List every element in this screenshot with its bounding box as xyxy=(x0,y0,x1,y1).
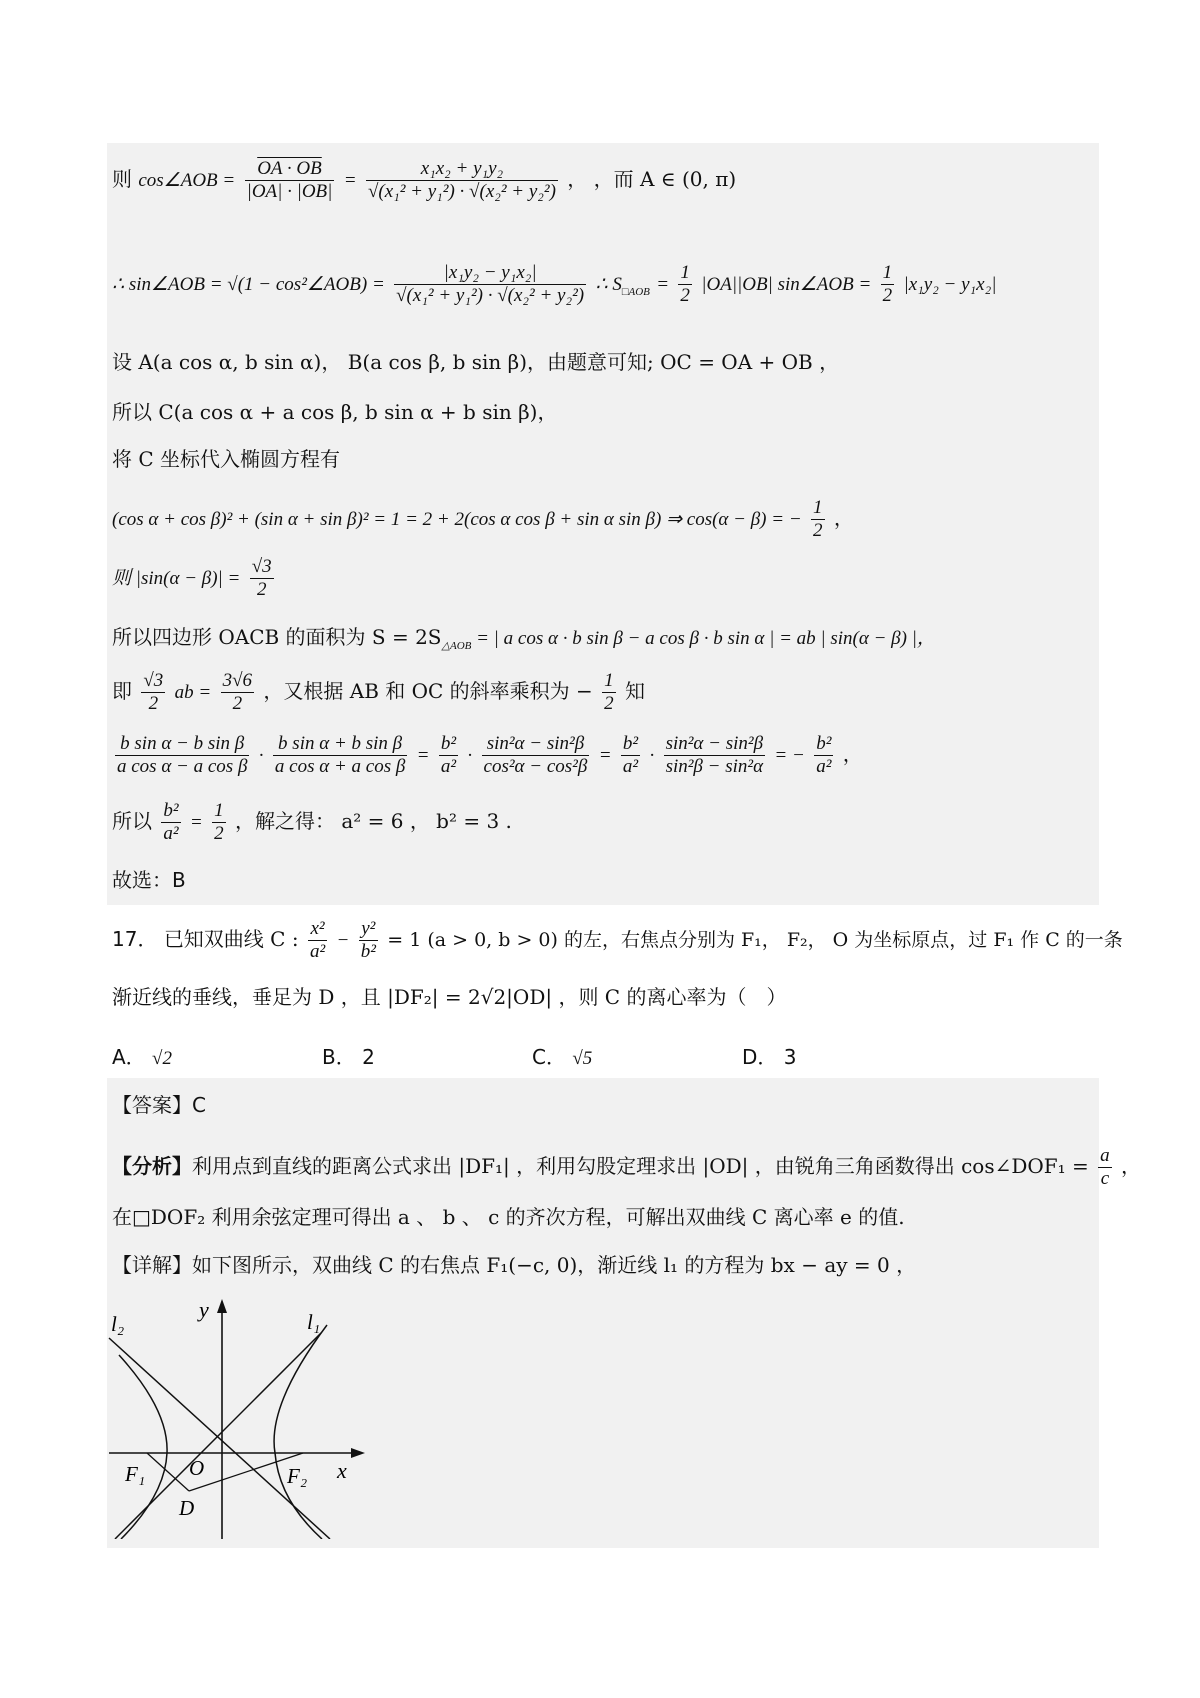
hyperbola-diagram xyxy=(107,1295,369,1539)
solution-line-9: 即 $\frac{√3}{2}$ ab = $\frac{3√6}{2}$ ，又根据 AB 和 OC 的斜率乘积为 − $\frac{1}{2}$ 知 xyxy=(112,670,645,714)
option-a[interactable]: A． √2 xyxy=(112,1045,172,1069)
solution-line-4: 所以 C(a cos α + a cos β, b sin α + b sin β)， xyxy=(112,400,558,424)
asymptote-l2 xyxy=(109,1338,330,1539)
hyperbola-right-branch xyxy=(274,1325,327,1539)
label-x: x xyxy=(337,1458,347,1483)
label-d: D xyxy=(179,1496,195,1520)
label-f1: F₁ xyxy=(125,1462,146,1486)
solution-line-7: 则 |sin(α − β)| = $\frac{√3}{2}$ xyxy=(112,556,272,600)
solution-line-2: ∴ sin∠AOB = √(1 − cos²∠AOB) = $\frac{\text{|x₁y₂ − y₁x₂|}}{\text{√(x₁² + y₁²) · √(x₂² + y₂²)}}$ ∴ $S_{□AOB}$ = $\frac{1}{2}$ |OA||OB| sin∠AOB = $\frac{1}{2}$ |x₁y₂ − y₁x₂| xyxy=(112,262,997,306)
solution-line-5: 将 C 坐标代入椭圆方程有 xyxy=(112,447,341,471)
solution-line-3: 设 A(a cos α, b sin α)， B(a cos β, b sin β)，由题意可知; OC = OA + OB ， xyxy=(112,350,840,374)
answer-line: 【答案】C xyxy=(112,1093,206,1117)
solution-line-6: (cos α + cos β)² + (sin α + sin β)² = 1 = 2 + 2(cos α cos β + sin α sin β) ⇒ cos(α − β) = − $\frac{1}{2}$ ， xyxy=(112,497,854,541)
asymptote-l1 xyxy=(115,1333,321,1539)
question-17-line-2: 渐近线的垂线，垂足为 D ，且 |DF₂| = 2√2|OD| ，则 C 的离心率为（ ） xyxy=(112,985,787,1009)
option-c[interactable]: C． √5 xyxy=(532,1045,593,1069)
label-f2: F₂ xyxy=(287,1464,308,1488)
question-17-line-1: 17． 已知双曲线 C : $\frac{\text{x²}}{\text{a²}}$ − $\frac{\text{y²}}{\text{b²}}$ = 1 (a > 0, b > 0) 的左，右焦点分别为 F₁， F₂， O 为坐标原点，过 F₁ 作 C 的一条 xyxy=(112,918,1123,962)
solution-line-1: 则 cos∠AOB = $\frac{OA \cdot OB}{|OA| \cdot |OB|}$ = $\frac{\text{x₁x₂ + y₁y₂}}{\text{√(x₁² + y₁²) · √(x₂² + y₂²)}}$ ， ，而 A ∈ (0, π) xyxy=(112,158,737,202)
option-b[interactable]: B． 2 xyxy=(322,1045,375,1069)
hyperbola-figure xyxy=(107,1295,369,1539)
solution-line-8: 所以四边形 OACB 的面积为 $S = 2S_{\triangle AOB}$ = | a cos α · b sin β − a cos β · b sin α | = ab | sin(α − β) |， xyxy=(112,625,936,652)
label-l1: l₁ xyxy=(307,1310,321,1334)
option-d[interactable]: D． 3 xyxy=(742,1045,797,1069)
label-l2: l₂ xyxy=(111,1312,125,1336)
label-y: y xyxy=(199,1297,209,1322)
analysis-line-1: 【分析】利用点到直线的距离公式求出 |DF₁| ，利用勾股定理求出 |OD| ，由锐角三角函数得出 cos∠DOF₁ = $\frac{a}{c}$ ， xyxy=(112,1145,1142,1189)
detail-line: 【详解】如下图所示，双曲线 C 的右焦点 F₁(−c, 0)，渐近线 l₁ 的方程为 bx − ay = 0 ， xyxy=(112,1253,917,1277)
segment-d-f2 xyxy=(189,1453,303,1491)
label-o: O xyxy=(189,1456,205,1480)
y-axis-arrow xyxy=(217,1299,227,1313)
solution-line-10: $\frac{\text{b sin α − b sin β}}{\text{a cos α − a cos β}}$ · $\frac{\text{b sin α + b sin β}}{\text{a cos α + a cos β}}$ = $\frac{\text{b²}}{\text{a²}}$ · $\frac{\text{sin²α − sin²β}}{\text{cos²α − cos²β}}$ = $\frac{\text{b²}}{\text{a²}}$ · $\frac{\text{sin²α − sin²β}}{\text{sin²β − sin²α}}$ = − $\frac{\text{b²}}{\text{a²}}$ ， xyxy=(117,733,863,777)
x-axis-arrow xyxy=(351,1448,365,1458)
analysis-line-2: 在□DOF₂ 利用余弦定理可得出 a 、 b 、 c 的齐次方程，可解出双曲线 C 离心率 e 的值. xyxy=(112,1205,905,1229)
solution-conclusion: 故选：B xyxy=(112,868,186,892)
solution-line-11: 所以 $\frac{\text{b²}}{\text{a²}}$ = $\frac{1}{2}$ ，解之得： a² = 6 ， b² = 3 . xyxy=(112,800,512,844)
